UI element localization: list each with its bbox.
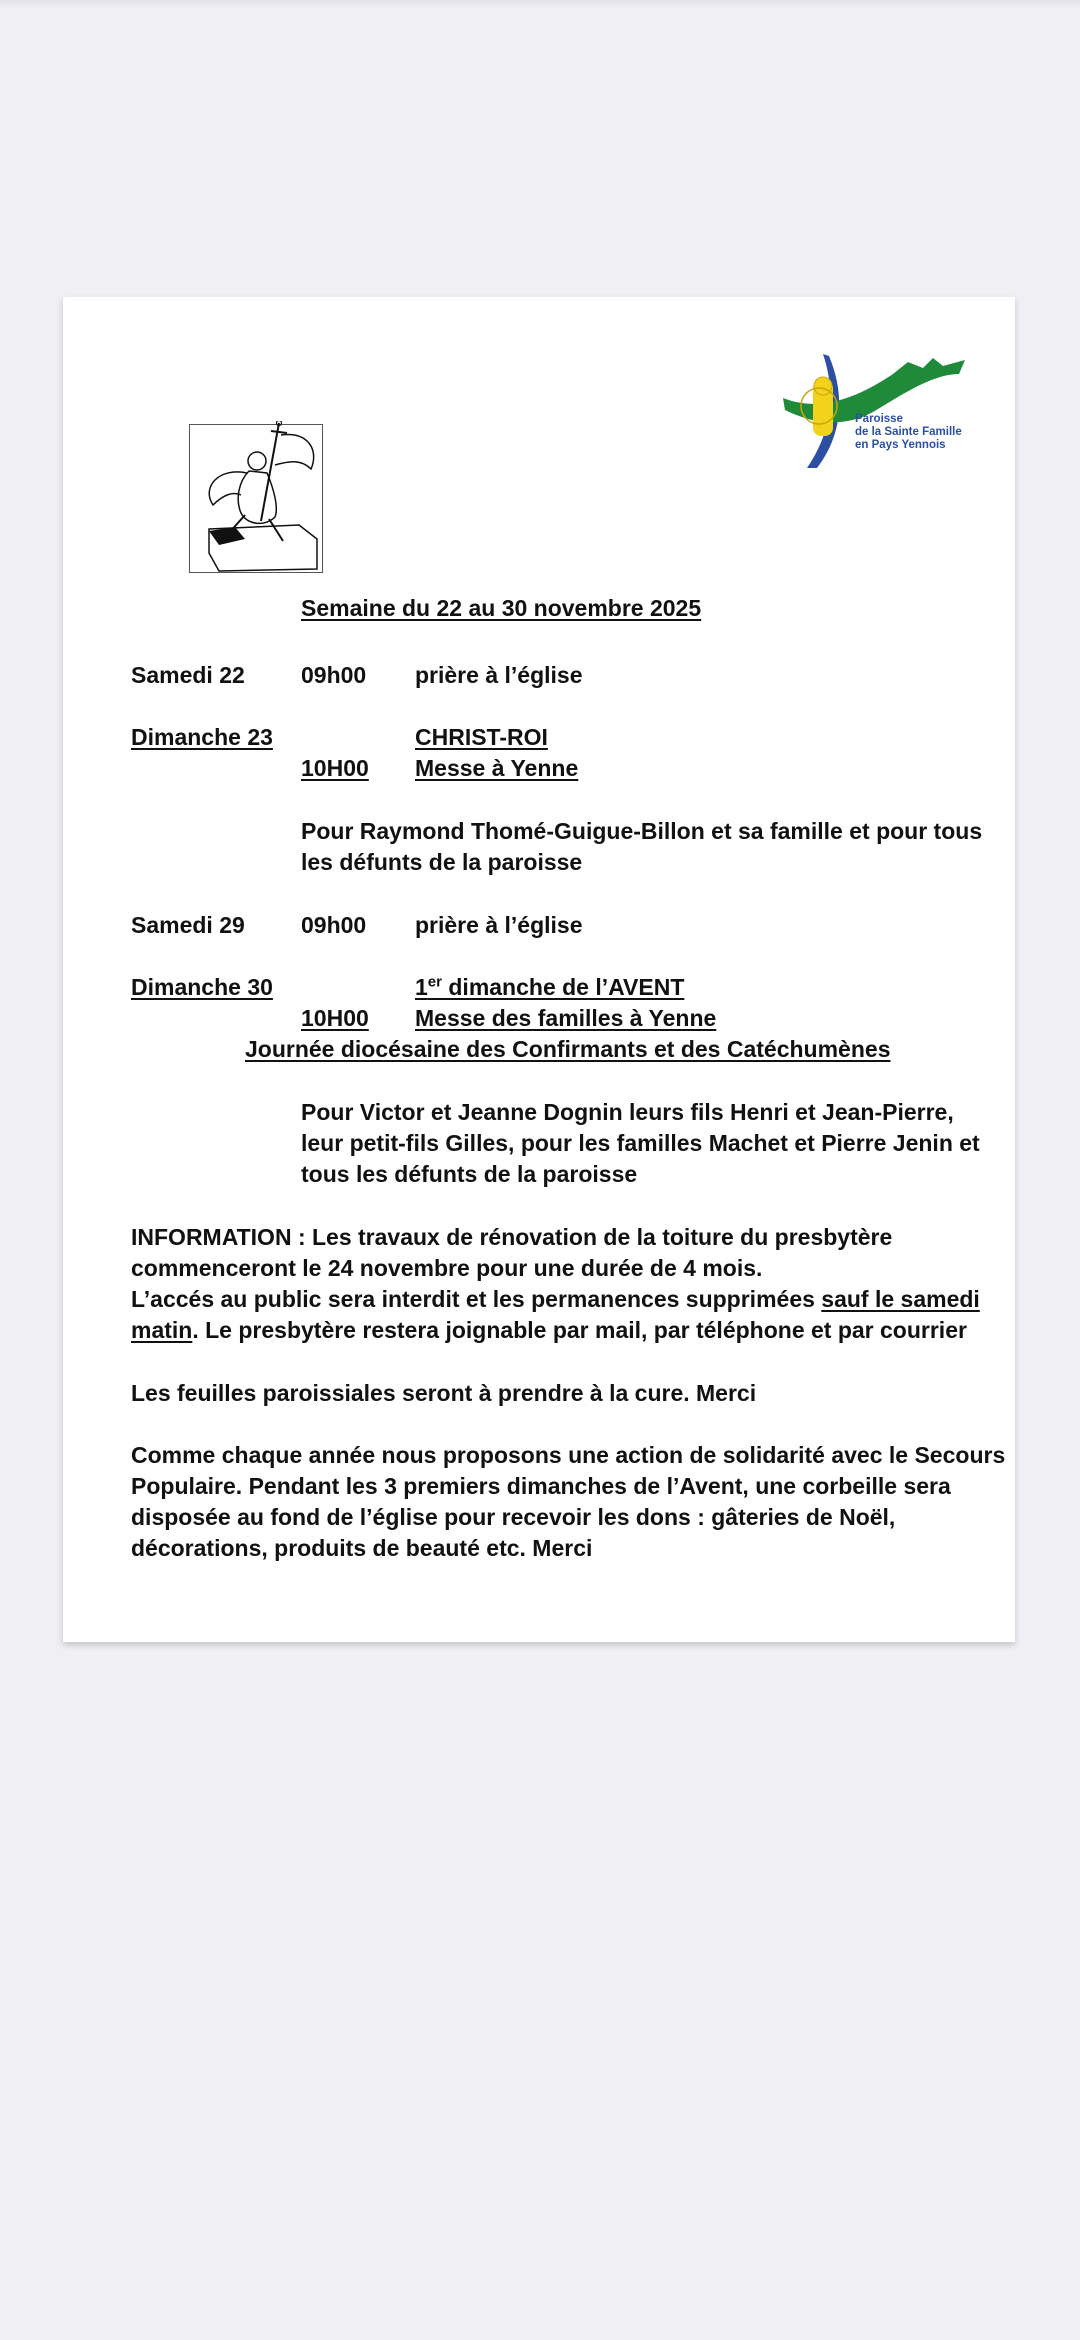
status-bar: [0, 0, 1080, 8]
solidarite-line-4: décorations, produits de beauté etc. Merci: [131, 1535, 593, 1561]
info-line-2: commenceront le 24 novembre pour une durée de 4 mois.: [131, 1255, 763, 1281]
logo-line-3: en Pays Yennois: [855, 439, 946, 451]
sun30-time: 10H00: [301, 1005, 369, 1031]
sun30-intention-3: tous les défunts de la paroisse: [301, 1161, 638, 1187]
sun23-day: Dimanche 23: [131, 724, 273, 750]
sun30-feast-sup: er: [427, 973, 442, 991]
document-page: [63, 297, 1015, 1642]
sun30-intention-2: leur petit-fils Gilles, pour les familles Machet et Pierre Jenin et: [301, 1130, 980, 1156]
feuilles-line: Les feuilles paroissiales seront à prendre à la cure. Merci: [131, 1380, 757, 1406]
sun30-feast: [415, 972, 684, 1003]
sun30-feast-rest: dimanche de l’AVENT: [441, 974, 685, 1000]
logo-line-1: Paroisse: [855, 413, 903, 425]
logo-line-2: de la Sainte Famille: [855, 426, 962, 438]
info-line-1: INFORMATION : Les travaux de rénovation de la toiture du presbytère: [131, 1224, 893, 1250]
solidarite-line-1: Comme chaque année nous proposons une action de solidarité avec le Secours: [131, 1442, 1006, 1468]
solidarite-line-3: disposée au fond de l’église pour recevoir les dons : gâteries de Noël,: [131, 1504, 896, 1530]
sun30-journee: Journée diocésaine des Confirmants et des Catéchumènes: [245, 1036, 891, 1062]
sun23-intention-2: les défunts de la paroisse: [301, 849, 583, 875]
sat29-day: Samedi 29: [131, 912, 245, 938]
info-line-4: [131, 1315, 967, 1346]
sun23-event: Messe à Yenne: [415, 755, 579, 781]
sat22-time: 09h00: [301, 662, 367, 688]
parish-logo: [783, 354, 965, 468]
sun30-day: Dimanche 30: [131, 974, 273, 1000]
sun30-feast-num: 1: [415, 974, 428, 1000]
solidarite-line-2: Populaire. Pendant les 3 premiers dimanches de l’Avent, une corbeille sera: [131, 1473, 951, 1499]
christ-drawing-icon: [189, 421, 323, 573]
info-line-3b: sauf le samedi: [821, 1286, 980, 1312]
sat22-day: Samedi 22: [131, 662, 245, 688]
sun30-event: Messe des familles à Yenne: [415, 1005, 717, 1031]
sat29-event: prière à l’église: [415, 912, 583, 938]
sun23-feast: CHRIST-ROI: [415, 724, 548, 750]
sun23-time: 10H00: [301, 755, 369, 781]
info-line-3a: L’accés au public sera interdit et les permanences supprimées: [131, 1286, 822, 1312]
sat29-time: 09h00: [301, 912, 367, 938]
info-line-4b: . Le presbytère restera joignable par mail, par téléphone et par courrier: [192, 1317, 967, 1343]
sun30-intention-1: Pour Victor et Jeanne Dognin leurs fils Henri et Jean-Pierre,: [301, 1099, 954, 1125]
sat22-event: prière à l’église: [415, 662, 583, 688]
parish-logo-text: [855, 413, 962, 452]
week-title: Semaine du 22 au 30 novembre 2025: [301, 595, 702, 621]
info-line-4a: matin: [131, 1317, 193, 1343]
sun23-intention-1: Pour Raymond Thomé-Guigue-Billon et sa famille et pour tous: [301, 818, 983, 844]
christ-king-illustration: [189, 421, 323, 573]
info-line-3: [131, 1284, 980, 1315]
